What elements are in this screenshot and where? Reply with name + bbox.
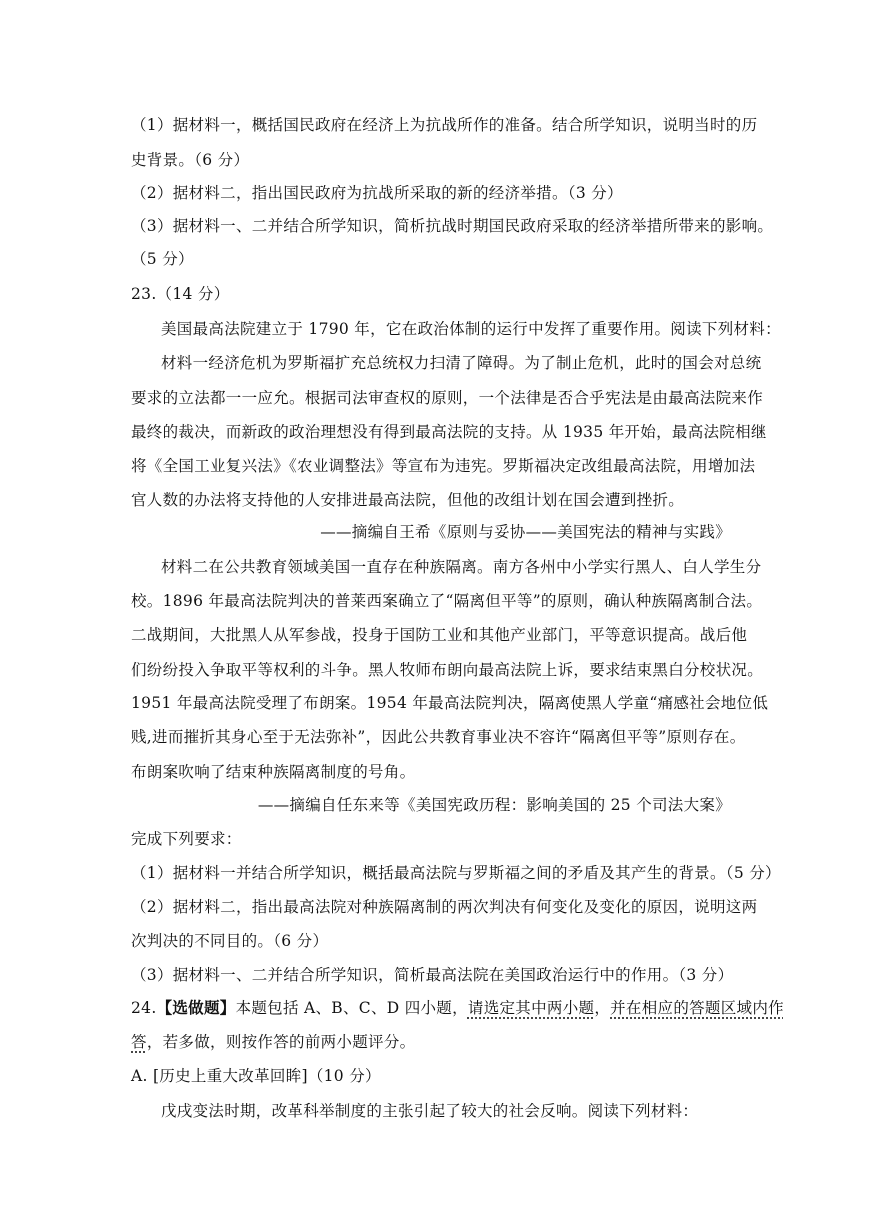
q24-tag: 【选做题】 — [156, 998, 236, 1017]
q23-sub2-line2: 次判决的不同目的。（6 分） — [131, 932, 329, 950]
q23-material1-line3: 最终的裁决，而新政的政治理想没有得到最高法院的支持。从 1935 年开始，最高法院相继 — [131, 423, 767, 441]
q22-sub2: （2）据材料二，指出国民政府为抗战所采取的新的经济举措。（3 分） — [131, 184, 623, 202]
q24-emphasis-2: 并在相应的答题区域内作 — [610, 999, 784, 1017]
q24-section-a-title: A. [历史上重大改革回眸]（10 分） — [131, 1067, 381, 1085]
q23-material2-line5: 1951 年最高法院受理了布朗案。1954 年最高法院判决，隔离使黑人学童“痛感社会地位低 — [131, 694, 769, 712]
q24-number: 24. — [131, 999, 157, 1017]
q22-sub3-line2: （5 分） — [131, 250, 194, 268]
q22-sub1-line2: 史背景。（6 分） — [131, 151, 250, 169]
q24-section-a-intro: 戊戌变法时期，改革科举制度的主张引起了较大的社会反响。阅读下列材料： — [161, 1102, 699, 1120]
q23-material1-source: ——摘编自王希《原则与妥协——美国宪法的精神与实践》 — [320, 523, 731, 541]
q23-material1-line1: 材料一经济危机为罗斯福扩充总统权力扫清了障碍。为了制止危机，此时的国会对总统 — [161, 354, 762, 372]
q23-material1-line4: 将《全国工业复兴法》《农业调整法》等宣布为违宪。罗斯福决定改组最高法院，用增加法 — [131, 457, 756, 475]
q22-sub1-line1: （1）据材料一，概括国民政府在经济上为抗战所作的准备。结合所学知识，说明当时的历 — [131, 116, 758, 134]
q23-sub1: （1）据材料一并结合所学知识，概括最高法院与罗斯福之间的矛盾及其产生的背景。（5 分） — [131, 864, 781, 882]
q24-text-b: ， — [594, 999, 611, 1017]
q24-emphasis-3: 答 — [131, 1033, 147, 1051]
q22-sub3-line1: （3）据材料一、二并结合所学知识，简析抗战时期国民政府采取的经济举措所带来的影响。 — [131, 217, 774, 235]
q23-sub2-line1: （2）据材料二，指出最高法院对种族隔离制的两次判决有何变化及变化的原因，说明这两 — [131, 898, 758, 916]
q24-line2 — [131, 1032, 415, 1052]
q23-material2-line6: 贱,进而摧折其身心至于无法弥补”，因此公共教育事业决不容许“隔离但平等”原则存在。 — [131, 728, 746, 746]
q23-material2-line3: 二战期间，大批黑人从军参战，投身于国防工业和其他产业部门，平等意识提高。战后他 — [131, 626, 748, 644]
q23-requirements: 完成下列要求： — [131, 830, 242, 848]
q23-intro: 美国最高法院建立于 1790 年，它在政治体制的运行中发挥了重要作用。阅读下列材料： — [161, 320, 781, 338]
q23-material2-line2: 校。1896 年最高法院判决的普莱西案确立了“隔离但平等”的原则，确认种族隔离制合法。 — [131, 592, 763, 610]
q23-material2-source: ——摘编自任东来等《美国宪政历程：影响美国的 25 个司法大案》 — [257, 796, 731, 814]
q24-line2-rest: ，若多做，则按作答的前两小题评分。 — [146, 1033, 416, 1051]
q24-emphasis-1: 请选定其中两小题 — [467, 999, 595, 1017]
q23-material1-line5: 官人数的办法将支持他的人安排进最高法院，但他的改组计划在国会遭到挫折。 — [131, 491, 685, 509]
q23-material2-line4: 们纷纷投入争取平等权利的斗争。黑人牧师布朗向最高法院上诉，要求结束黑白分校状况。 — [131, 661, 764, 679]
q24-text-a: 本题包括 A、B、C、D 四小题， — [235, 999, 468, 1017]
q24-line1 — [131, 998, 784, 1018]
q23-header: 23.（14 分） — [131, 285, 230, 303]
q23-material2-line1: 材料二在公共教育领域美国一直存在种族隔离。南方各州中小学实行黑人、白人学生分 — [161, 558, 762, 576]
q23-material2-line7: 布朗案吹响了结束种族隔离制度的号角。 — [131, 763, 416, 781]
q23-sub3: （3）据材料一、二并结合所学知识，简析最高法院在美国政治运行中的作用。（3 分） — [131, 966, 734, 984]
q23-material1-line2: 要求的立法都一一应允。根据司法审查权的原则，一个法律是否合乎宪法是由最高法院来作 — [131, 389, 764, 407]
